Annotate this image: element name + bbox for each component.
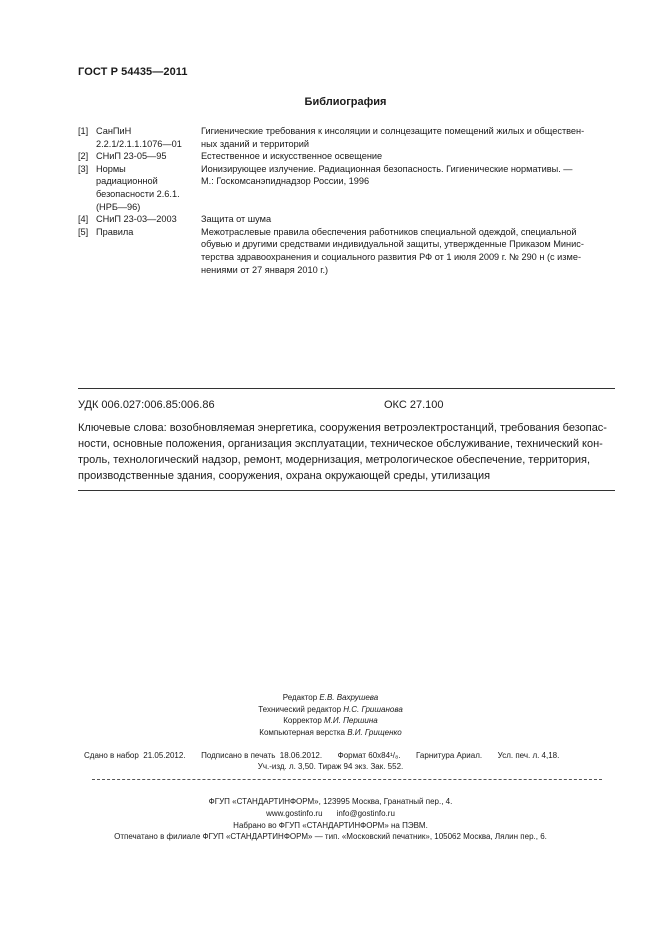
publisher-contacts <box>266 808 395 820</box>
entry-source-line: СанПиН <box>96 126 132 136</box>
entry-description-line: Ионизирующее излучение. Радиационная безопасность. Гигиенические нормативы. — <box>201 163 573 174</box>
imprint-line: Уч.-изд. л. 3,50. Тираж 94 экз. Зак. 552. <box>257 762 404 771</box>
entry-number: [5] <box>78 226 89 237</box>
imprint-line: Сдано в набор 21.05.2012. Подписано в печать 18.06.2012. Формат 60x84¹/₈. Гарнитура Ариал. Усл. печ. л. 4,18. <box>84 751 560 760</box>
editor-name: Н.С. Гришанова <box>343 704 403 714</box>
entry-source <box>96 125 201 150</box>
keywords-line: Ключевые слова: возобновляемая энергетика, сооружения ветроэлектростанций, требования безопас- <box>78 422 607 434</box>
entry-source <box>96 226 201 276</box>
entry-description <box>201 213 618 226</box>
oks-code: ОКС 27.100 <box>384 399 444 411</box>
entry-number: [2] <box>78 151 89 162</box>
website-link[interactable]: www.gostinfo.ru <box>266 808 323 818</box>
editor-role: Технический редактор <box>258 704 342 714</box>
entry-description-line: Гигиенические требования к инсоляции и солнцезащите помещений жилых и обществен- <box>201 126 585 136</box>
entry-description-line: Межотраслевые правила обеспечения работников специальной одеждой, специальной <box>201 226 577 237</box>
entry-source-line: 2.2.1/2.1.1.1076—01 <box>96 138 182 149</box>
entry-description-line: Естественное и искусственное освещение <box>201 151 383 162</box>
entry-description-line: обувью и другими средствами индивидуальной защиты, утвержденные Приказом Минис- <box>201 239 584 250</box>
entry-source-line: СНиП 23-05—95 <box>96 151 167 162</box>
entry-source-line: радиационной <box>96 176 158 187</box>
standard-number: ГОСТ Р 54435—2011 <box>78 66 188 78</box>
editor-name: В.И. Грищенко <box>347 727 402 737</box>
udk-code: УДК 006.027:006.85:006.86 <box>78 399 215 411</box>
divider-bottom <box>78 490 615 491</box>
bibliography-entry <box>78 226 618 276</box>
editor-name: Е.В. Вахрушева <box>319 693 379 702</box>
entry-description-line: М.: Госкомсанэпиднадзор России, 1996 <box>201 176 370 187</box>
keywords-line: троль, технологический надзор, ремонт, модернизация, метрологическое обеспечение, территория, <box>78 454 591 466</box>
bibliography-title: Библиография <box>304 96 387 108</box>
editor-line <box>0 715 661 727</box>
bibliography-entry <box>78 213 618 226</box>
entry-description-line: нениями от 27 января 2010 г.) <box>201 264 329 275</box>
editor-role: Редактор <box>282 693 318 702</box>
bibliography-entry <box>78 163 618 213</box>
editor-line <box>0 704 661 716</box>
entry-number: [1] <box>78 126 89 136</box>
entry-source <box>96 150 201 163</box>
entry-description <box>201 226 618 276</box>
email-link[interactable]: info@gostinfo.ru <box>336 808 395 818</box>
keywords-line: производственные здания, сооружения, охрана окружающей среды, утилизация <box>78 470 491 482</box>
entry-source-line: безопасности 2.6.1. <box>96 188 180 199</box>
entry-description <box>201 150 618 163</box>
entry-description <box>201 125 618 150</box>
entry-number: [4] <box>78 214 89 225</box>
divider-top <box>78 388 615 389</box>
entry-source-line: (НРБ—96) <box>96 201 141 212</box>
editor-name: М.И. Першина <box>324 716 378 725</box>
printed-note: Отпечатано в филиале ФГУП «СТАНДАРТИНФОРМ» — тип. «Московский печатник», 105062 Москва, Лялин пер., 6. <box>114 832 547 842</box>
entry-source-line: Нормы <box>96 163 126 174</box>
entry-description-line: Защита от шума <box>201 214 272 225</box>
keywords-paragraph <box>78 420 618 484</box>
editor-line <box>0 692 661 704</box>
entry-source-line: СНиП 23-03—2003 <box>96 214 177 225</box>
entry-source <box>96 213 201 226</box>
editor-line <box>0 727 661 739</box>
editor-role: Компьютерная верстка <box>259 727 345 737</box>
editors-block <box>0 692 661 738</box>
entry-description-line: ных зданий и территорий <box>201 138 310 149</box>
publisher-address: ФГУП «СТАНДАРТИНФОРМ», 123995 Москва, Гранатный пер., 4. <box>208 797 453 806</box>
entry-description-line: терства здравоохранения и социального развития РФ от 1 июля 2009 г. № 290 н (с изме- <box>201 251 582 262</box>
bibliography-entry <box>78 150 618 163</box>
editor-role: Корректор <box>283 716 322 725</box>
keywords-line: ности, основные положения, организация эксплуатации, техническое обслуживание, технический кон- <box>78 438 603 450</box>
entry-source-line: Правила <box>96 226 134 237</box>
entry-description <box>201 163 618 213</box>
entry-number: [3] <box>78 163 89 174</box>
bibliography-entry <box>78 125 618 150</box>
publisher-block <box>0 796 661 843</box>
entry-source <box>96 163 201 213</box>
bibliography-list <box>78 125 618 276</box>
typeset-note: Набрано во ФГУП «СТАНДАРТИНФОРМ» на ПЭВМ. <box>233 820 428 830</box>
dashed-separator <box>92 779 602 780</box>
